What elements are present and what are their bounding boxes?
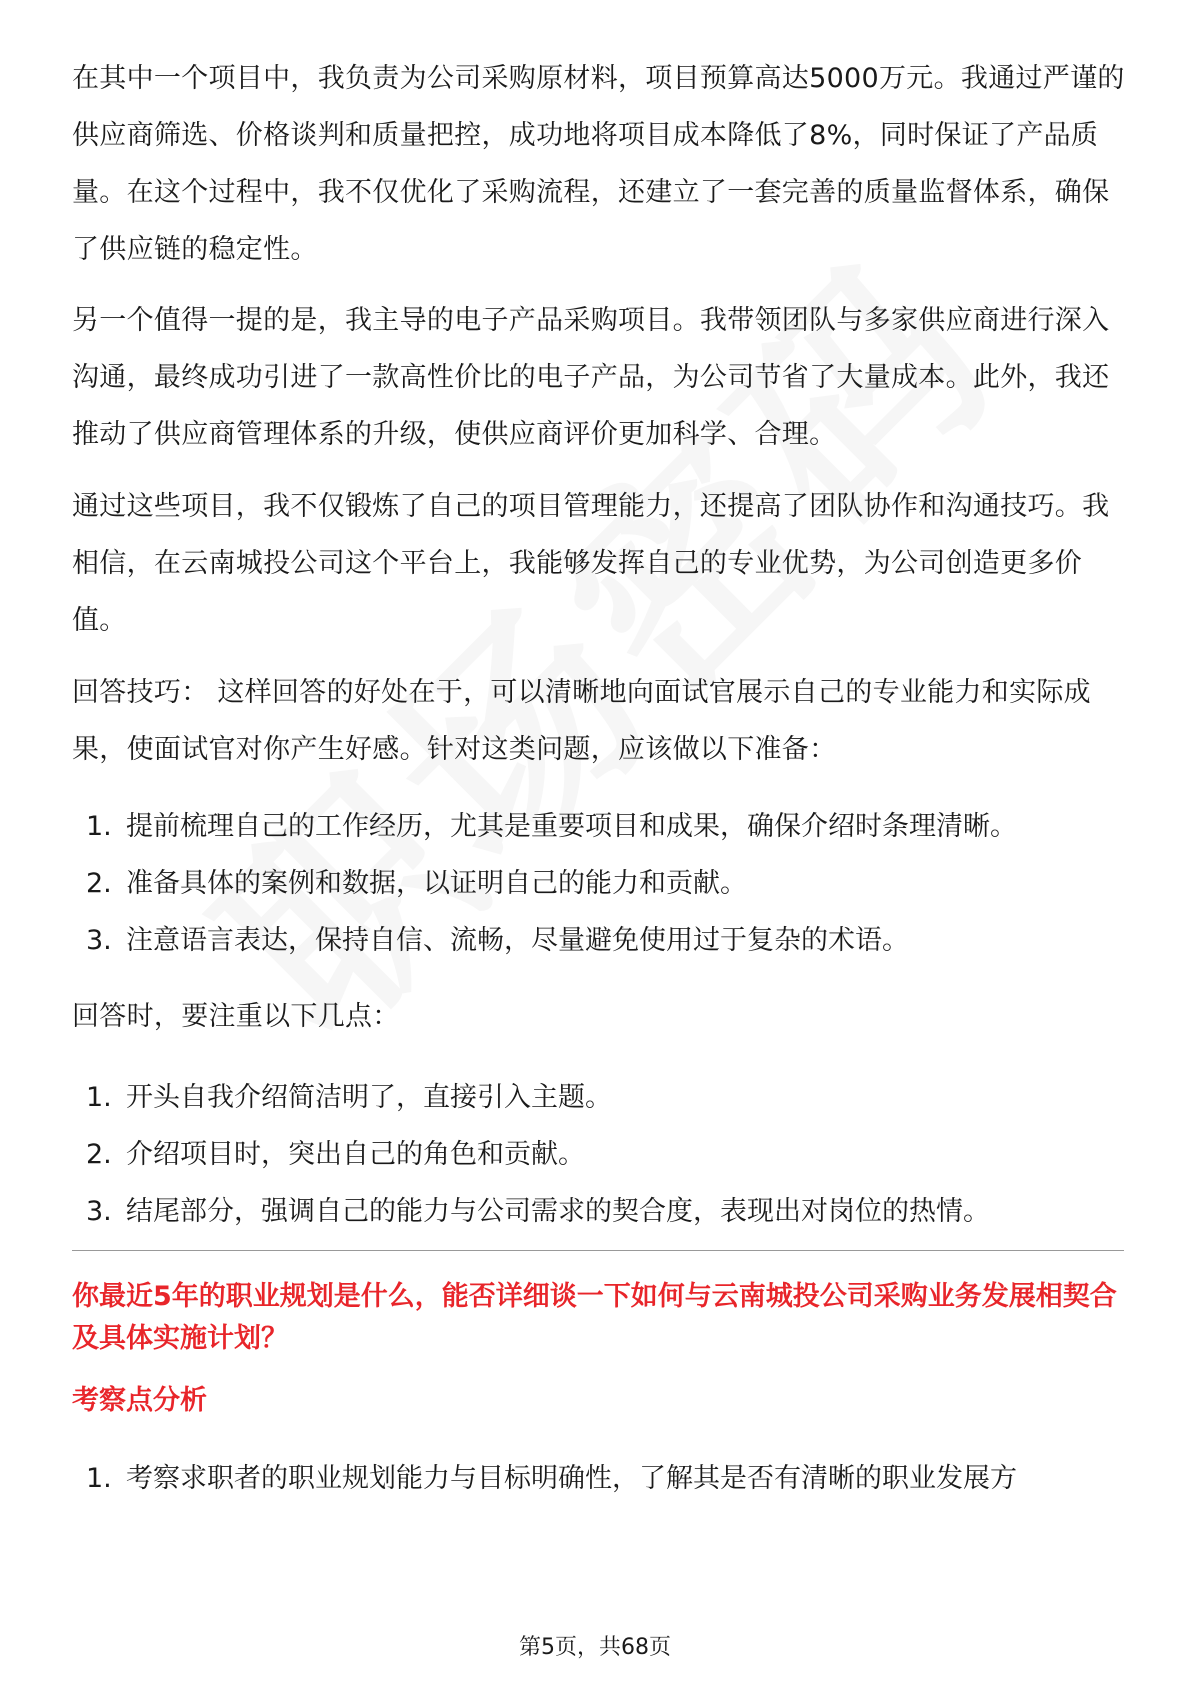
list-item: 1. 开头自我介绍简洁明了，直接引入主题。 [86,1082,612,1113]
list-item: 2. 介绍项目时，突出自己的角色和贡献。 [86,1139,585,1170]
interview-question: 你最近5年的职业规划是什么，能否详细谈一下如何与云南城投公司采购业务发展相契合及具体实施计划？ [72,1281,1117,1354]
list-item: 2. 准备具体的案例和数据，以证明自己的能力和贡献。 [86,868,747,899]
paragraph-summary: 通过这些项目，我不仅锻炼了自己的项目管理能力，还提高了团队协作和沟通技巧。我相信，在云南城投公司这个平台上，我能够发挥自己的专业优势，为公司创造更多价值。 [72,491,1110,636]
analysis-title: 考察点分析 [72,1385,207,1416]
paragraph-answer-tips: 回答技巧： 这样回答的好处在于，可以清晰地向面试官展示自己的专业能力和实际成果，使面试官对你产生好感。针对这类问题，应该做以下准备： [72,677,1091,765]
list-item: 1. 考察求职者的职业规划能力与目标明确性，了解其是否有清晰的职业发展方 [86,1463,1017,1494]
analysis-list [72,1450,1132,1507]
prep-list [72,798,1132,969]
points-list [72,1069,1132,1240]
points-intro: 回答时，要注重以下几点： [72,1001,400,1032]
section-divider [72,1250,1124,1251]
paragraph-project-materials: 在其中一个项目中，我负责为公司采购原材料，项目预算高达5000万元。我通过严谨的供应商筛选、价格谈判和质量把控，成功地将项目成本降低了8%，同时保证了产品质量。在这个过程中，我不仅优化了采购流程，还建立了一套完善的质量监督体系，确保了供应链的稳定性。 [72,63,1125,265]
list-item: 3. 注意语言表达，保持自信、流畅，尽量避免使用过于复杂的术语。 [86,925,909,956]
paragraph-project-electronics: 另一个值得一提的是，我主导的电子产品采购项目。我带领团队与多家供应商进行深入沟通，最终成功引进了一款高性价比的电子产品，为公司节省了大量成本。此外，我还推动了供应商管理体系的升级，使供应商评价更加科学、合理。 [72,305,1110,450]
page-number: 第5页，共68页 [519,1635,671,1660]
list-item: 3. 结尾部分，强调自己的能力与公司需求的契合度，表现出对岗位的热情。 [86,1196,990,1227]
list-item: 1. 提前梳理自己的工作经历，尤其是重要项目和成果，确保介绍时条理清晰。 [86,811,1017,842]
